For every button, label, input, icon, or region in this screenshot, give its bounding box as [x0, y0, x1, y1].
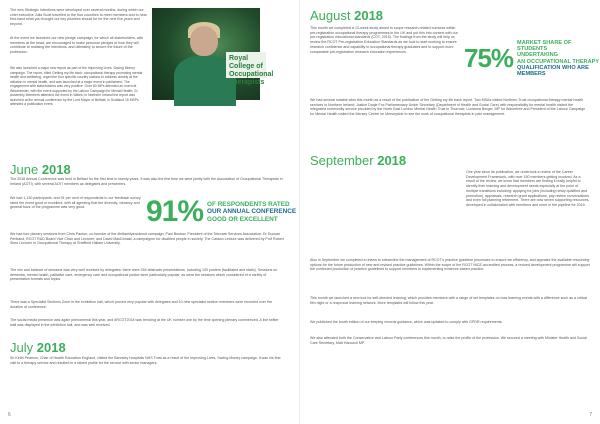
august-paragraph-2: We had several notable wins this month as a result of the publication of the Getting my life back report. Two MSAs visited Northern Trust occupational therapy mental health services in Northern Ireland; Justice Daqie Fox Parliamentary Under Secretary (Department of Health and Social Care) with responsibility for mental health visited the integrated community service provided by the North East London Mental Health Trust in Thurrock; Lucianna Berger, MP for Wavertree and President of the Labour Campaign for Mental Health visited the Mersey Centre on Merseyside to see the work of occupational therapists in pain management.	[310, 98, 586, 117]
september-paragraph-4: We published the fourth edition of our keeping records guidance, which was updated to comply with GPDR requirements.	[310, 320, 503, 324]
stat-label	[517, 40, 600, 77]
september-paragraph-5: We also attended both the Conservative and Labour Party conferences this month, to raise the profile of the profession. We secured a meeting with Minister Health and Social Care Secretary, Matt Hancock MP.	[310, 336, 587, 345]
stat-line-1: MARKET SHARE OF STUDENTS	[517, 40, 572, 53]
july-year: 2018	[36, 340, 66, 355]
august-year: 2018	[354, 8, 384, 23]
september-paragraph-2: Also in September we completed a review to streamline the management of RCOT's practice guideline processes to ensure we efficiency, and appraise the available resourcing options for the future production of new and revised practice guidelines. Within the scope of the RCOT NICE-accredited process, a revised development programme will support the continued production of practice guidelines to support members in implementing evidence-based practice.	[310, 258, 590, 272]
stat-line-3: AN OCCUPATIONAL THERAPY	[517, 58, 600, 65]
stat-value: 91%	[146, 195, 204, 228]
intro-paragraph-2: At the event we launched our new pledge campaign, for which all stakeholders, with members at the head, are encouraged to make personal pledges of how they will contribute to realising the intentions, and ultimately to secure the future of the profession.	[10, 36, 144, 55]
stat-label	[207, 201, 296, 223]
august-month: August	[310, 8, 351, 23]
july-paragraph-1: Sir Keith Pearson, Chair of Health Education England, visited the Barnsley Hospitals NHS Trust as a result of the Improving Lives, Saving Money campaign. It was his first visit to a therapy service and resulted in a raised profile for the service with senior managers.	[10, 356, 281, 365]
heading-july	[10, 340, 66, 355]
stat-75-percent	[464, 40, 600, 77]
september-month: September	[310, 153, 374, 168]
intro-paragraph-1: The new Strategic Intentions were developed over several months, during which our chief executive Julia Scott travelled to the four countries to meet members and to hear first-hand what you thought our key priorities should be for the next five years and beyond.	[10, 8, 147, 27]
june-paragraph-5: There was a Specialist Sections Zone in the exhibition hall, which proved very popular with delegates and 10 new specialist section members were recruited over the duration of conference.	[10, 300, 273, 309]
heading-june	[10, 162, 71, 177]
stat-line-2: OUR ANNUAL CONFERENCE	[207, 208, 297, 216]
august-paragraph-1: This month we completed a 12-week study aimed to scope research-related curricula within pre-registration occupational therapy programmes in the UK and put this into context with our pre-registration educational standards (COT, 2016). The findings from the study will help us review the RCOT Pre-registration Education Standards as we look to start working to ensure research confidence and capability in occupational therapy graduates and to support more comparable pre-registration research education experiences.	[310, 26, 458, 54]
stat-value: 75%	[464, 43, 514, 74]
june-paragraph-3: We had four plenary sessions from Chris Panton, co-founder of the #letfamilyinsideout campaign; Paul Bustow, President of the Telecare Services Association; Dr Duncan Pentland, RCOT R&D Board Vice Chair and Lecturer; and David MacDonald, a campaigner for disabled people in society. The Casson Lecture was delivered by Prof Robert Sims Lecturer in Occupational Therapy at Sheffield Hallam University.	[10, 232, 284, 246]
september-paragraph-3: This month we launched a new tool for self-directed learning, which provides members with a range of set templates on how learning events with a difference such as a critical film night or a reciprocal learning network. More templates will follow this year.	[310, 296, 588, 305]
stat-line-1: OF RESPONDENTS RATED	[207, 200, 290, 208]
intro-paragraph-3: We also launched a major new report as part of the Improving Lives, Saving Money campaign. The report, titled Getting my life back: occupational therapy promoting mental health and wellbeing, urged the four specific country nations to address closely at the initiation in mental health, and was launched at a major event in parliament. The engagement with stakeholders was very positive. Over 60 MPs attended an event at Westminster, with the event supported by the Labour Campaign for Mental Health; 21 Assembly Members attended the event in Wales; in Northern Ireland the report was launched at the annual conference by the Lord Mayor of Belfast; in Scotland 16 MSPs attended a publication event.	[10, 66, 143, 106]
stat-line-4: QUALIFICATION WHO ARE MEMBERS	[517, 64, 589, 78]
september-year: 2018	[377, 153, 407, 168]
july-month: July	[10, 340, 34, 355]
page-number-right: 7	[589, 412, 592, 418]
june-paragraph-6: The social media presence was again phenomenal this year, and #RCOT2018 was trending at the UK number one by the time opening plenary commenced. A live twitter wall was displayed in the exhibition hall, and was well received.	[10, 318, 279, 327]
june-month: June	[10, 162, 39, 177]
heading-september	[310, 153, 406, 168]
right-page	[300, 0, 600, 424]
stat-line-2: UNDERTAKING	[517, 52, 558, 59]
event-photo	[152, 8, 274, 100]
page-number-left: 6	[8, 412, 11, 418]
september-paragraph-1: One year since its publication, we undertook a review of the Career Development Framework, with over 150 members getting involved. As a result of the review, we know that members are finding it really helpful to identify their learning and development needs especially at the point of multiple transitions including: applying for jobs (including newly qualified and promotion), appraisals, research grant applications, pay review conversations and even full planning retirement. There are now seven supporting resources, developed in collaboration with members and more in the pipeline for 2019.	[466, 170, 590, 207]
stat-line-3: GOOD OR EXCELLENT	[207, 215, 278, 223]
june-year: 2018	[41, 162, 71, 177]
june-paragraph-1: The 2018 Annual Conference was held in Belfast for the first time in twenty years. It was also the first time we were jointly with the Association of Occupational Therapists in Ireland (AOTI), with several AOTI members as delegates and presenters.	[10, 177, 283, 186]
june-paragraph-2: We had 1,130 participants, and 91 per cent of respondents to our feedback survey rated the event good or excellent, with all agreeing that the diversity, vibrancy and general buzz of the programme was very good.	[10, 196, 141, 210]
june-paragraph-4: The mix and balance of sessions was very well received by delegates: there were 254 abstracts presentations, including 100 posters (facilitated and static). Sessions on dementia, mental health, palliative care, emergency care and occupational justice were particularly popular, as were the sessions which considered of a variety of presentation formats and topics.	[10, 268, 278, 282]
stat-91-percent	[146, 195, 296, 229]
heading-august	[310, 8, 383, 23]
photo-sign: Royal College of Occupational Therapists	[226, 52, 266, 78]
